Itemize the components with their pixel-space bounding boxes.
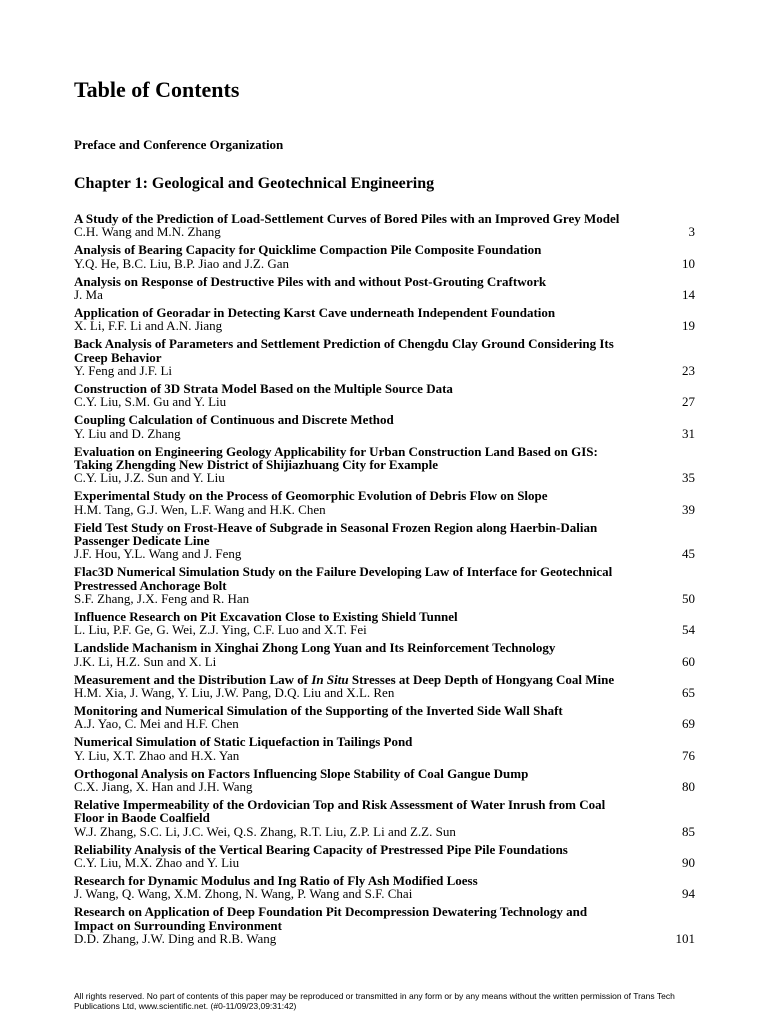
entry-page-number: 23 [682,363,695,379]
entry-line [74,717,695,730]
entry-line [74,825,695,838]
entry-title-part: Stresses at Deep Depth of Hongyang Coal Mine [348,671,615,687]
entry-title: Experimental Study on the Process of Geomorphic Evolution of Debris Flow on Slope [74,488,548,504]
entry-title: Application of Georadar in Detecting Karst Cave underneath Independent Foundation [74,304,556,320]
toc-entry [74,874,695,901]
entry-authors: H.M. Xia, J. Wang, Y. Liu, J.W. Pang, D.Q. Liu and X.L. Ren [74,685,395,701]
entry-line [74,503,695,516]
entry-page-number: 101 [675,931,695,947]
entry-line [74,225,695,238]
entry-line [74,887,695,900]
entry-page-number: 85 [682,823,695,839]
entry-title: Analysis on Response of Destructive Piles with and without Post-Grouting Craftwork [74,273,547,289]
entry-page-number: 35 [682,470,695,486]
entry-title: Orthogonal Analysis on Factors Influencing Slope Stability of Coal Gangue Dump [74,765,529,781]
entry-title [74,673,695,686]
entry-authors: C.Y. Liu, S.M. Gu and Y. Liu [74,394,227,410]
entry-page-number: 76 [682,747,695,763]
entry-page-number: 14 [682,287,695,303]
entry-page-number: 19 [682,318,695,334]
entry-authors: D.D. Zhang, J.W. Ding and R.B. Wang [74,931,277,947]
toc-entry [74,641,695,668]
entry-line [74,592,695,605]
entry-line [74,547,695,560]
entry-line [74,427,695,440]
entry-authors: W.J. Zhang, S.C. Li, J.C. Wei, Q.S. Zhang, R.T. Liu, Z.P. Li and Z.Z. Sun [74,823,456,839]
toc-entry [74,489,695,516]
entry-authors: C.Y. Liu, M.X. Zhao and Y. Liu [74,855,240,871]
toc-entry [74,306,695,333]
entry-page-number: 54 [682,622,695,638]
entry-authors: Y. Liu and D. Zhang [74,425,181,441]
entry-line [74,932,695,945]
entry-authors: J. Ma [74,287,103,303]
toc-entry [74,565,695,605]
entry-line [74,471,695,484]
entry-line [74,686,695,699]
entry-authors: C.X. Jiang, X. Han and J.H. Wang [74,779,253,795]
entry-authors: Y.Q. He, B.C. Liu, B.P. Jiao and J.Z. Gan [74,255,289,271]
entry-title: Field Test Study on Frost-Heave of Subgrade in Seasonal Frozen Region along Haerbin-Dalian Passenger Dedicate Line [74,519,598,549]
toc-entry [74,905,695,945]
toc-entry [74,610,695,637]
entry-line [74,319,695,332]
entry-authors: H.M. Tang, G.J. Wen, L.F. Wang and H.K. Chen [74,501,326,517]
toc-entry [74,243,695,270]
toc-entry [74,382,695,409]
entry-title: Influence Research on Pit Excavation Close to Existing Shield Tunnel [74,609,458,625]
entry-line [74,257,695,270]
entry-title: Construction of 3D Strata Model Based on the Multiple Source Data [74,380,453,396]
entry-title: A Study of the Prediction of Load-Settlement Curves of Bored Piles with an Improved Grey Model [74,211,620,226]
entry-authors: Y. Feng and J.F. Li [74,363,173,379]
entry-authors: L. Liu, P.F. Ge, G. Wei, Z.J. Ying, C.F. Luo and X.T. Fei [74,622,367,638]
entry-authors: C.H. Wang and M.N. Zhang [74,224,221,240]
entry-authors: J.K. Li, H.Z. Sun and X. Li [74,653,217,669]
preface-heading: Preface and Conference Organization [74,137,284,152]
entry-line [74,288,695,301]
entry-title: Coupling Calculation of Continuous and Discrete Method [74,412,394,428]
toc-entry [74,843,695,870]
entry-title: Flac3D Numerical Simulation Study on the Failure Developing Law of Interface for Geotechnical Prestressed Anchorage Bolt [74,564,613,593]
entry-line [74,395,695,408]
entry-title: Research on Application of Deep Foundation Pit Decompression Dewatering Technology and Impact on Surrounding Environment [74,904,588,933]
toc-entry-list [74,212,695,950]
copyright-footer: All rights reserved. No part of contents of this paper may be reproduced or transmitted in any form or by any means without the written permission of Trans Tech Publications Ltd, www.scientific.net. (#0-11/09/23,09:31:42) [74,991,675,1011]
entry-page-number: 60 [682,653,695,669]
entry-page-number: 69 [682,716,695,732]
entry-title-italic: In Situ [311,671,349,687]
entry-title-part: Measurement and the Distribution Law of [74,671,312,687]
entry-title: Monitoring and Numerical Simulation of the Supporting of the Inverted Side Wall Shaft [74,703,563,718]
toc-entry [74,735,695,762]
entry-page-number: 50 [682,591,695,607]
entry-title: Numerical Simulation of Static Liquefaction in Tailings Pond [74,734,413,750]
entry-page-number: 65 [682,685,695,701]
entry-page-number: 39 [682,501,695,517]
entry-page-number: 10 [682,255,695,271]
entry-title: Landslide Machanism in Xinghai Zhong Long Yuan and Its Reinforcement Technology [74,640,556,656]
entry-title: Back Analysis of Parameters and Settlement Prediction of Chengdu Clay Ground Considering Its Creep Behavior [74,336,614,365]
entry-title: Research for Dynamic Modulus and Ing Ratio of Fly Ash Modified Loess [74,872,478,888]
entry-title: Relative Impermeability of the Ordovician Top and Risk Assessment of Water Inrush from Coal Floor in Baode Coalfield [74,796,606,826]
entry-line [74,623,695,636]
toc-entry [74,673,695,700]
toc-entry [74,212,695,239]
entry-title: Analysis of Bearing Capacity for Quicklime Compaction Pile Composite Foundation [74,242,542,258]
toc-entry [74,445,695,485]
entry-line [74,655,695,668]
entry-authors: J. Wang, Q. Wang, X.M. Zhong, N. Wang, P. Wang and S.F. Chai [74,886,413,902]
toc-entry [74,521,695,561]
entry-page-number: 90 [682,855,695,871]
entry-page-number: 45 [682,546,695,562]
toc-entry [74,413,695,440]
entry-line [74,780,695,793]
entry-title: Reliability Analysis of the Vertical Bearing Capacity of Prestressed Pipe Pile Foundations [74,841,568,857]
entry-authors: S.F. Zhang, J.X. Feng and R. Han [74,591,250,607]
entry-page-number: 27 [682,394,695,410]
page-title: Table of Contents [74,77,240,102]
entry-authors: C.Y. Liu, J.Z. Sun and Y. Liu [74,470,225,486]
entry-authors: X. Li, F.F. Li and A.N. Jiang [74,318,223,334]
toc-entry [74,704,695,731]
toc-entry [74,337,695,377]
toc-entry [74,275,695,302]
toc-entry [74,767,695,794]
entry-authors: A.J. Yao, C. Mei and H.F. Chen [74,716,239,732]
entry-page-number: 80 [682,779,695,795]
entry-line [74,364,695,377]
toc-entry [74,798,695,838]
entry-authors: J.F. Hou, Y.L. Wang and J. Feng [74,546,242,562]
entry-page-number: 94 [682,886,695,902]
entry-page-number: 3 [688,224,695,240]
entry-line [74,749,695,762]
chapter-heading: Chapter 1: Geological and Geotechnical Engineering [74,175,435,192]
entry-line [74,856,695,869]
entry-page-number: 31 [682,425,695,441]
entry-authors: Y. Liu, X.T. Zhao and H.X. Yan [74,747,240,763]
entry-title: Evaluation on Engineering Geology Applicability for Urban Construction Land Based on GIS: Taking Zhengding New District of Shijiazhuang City for Example [74,443,598,472]
